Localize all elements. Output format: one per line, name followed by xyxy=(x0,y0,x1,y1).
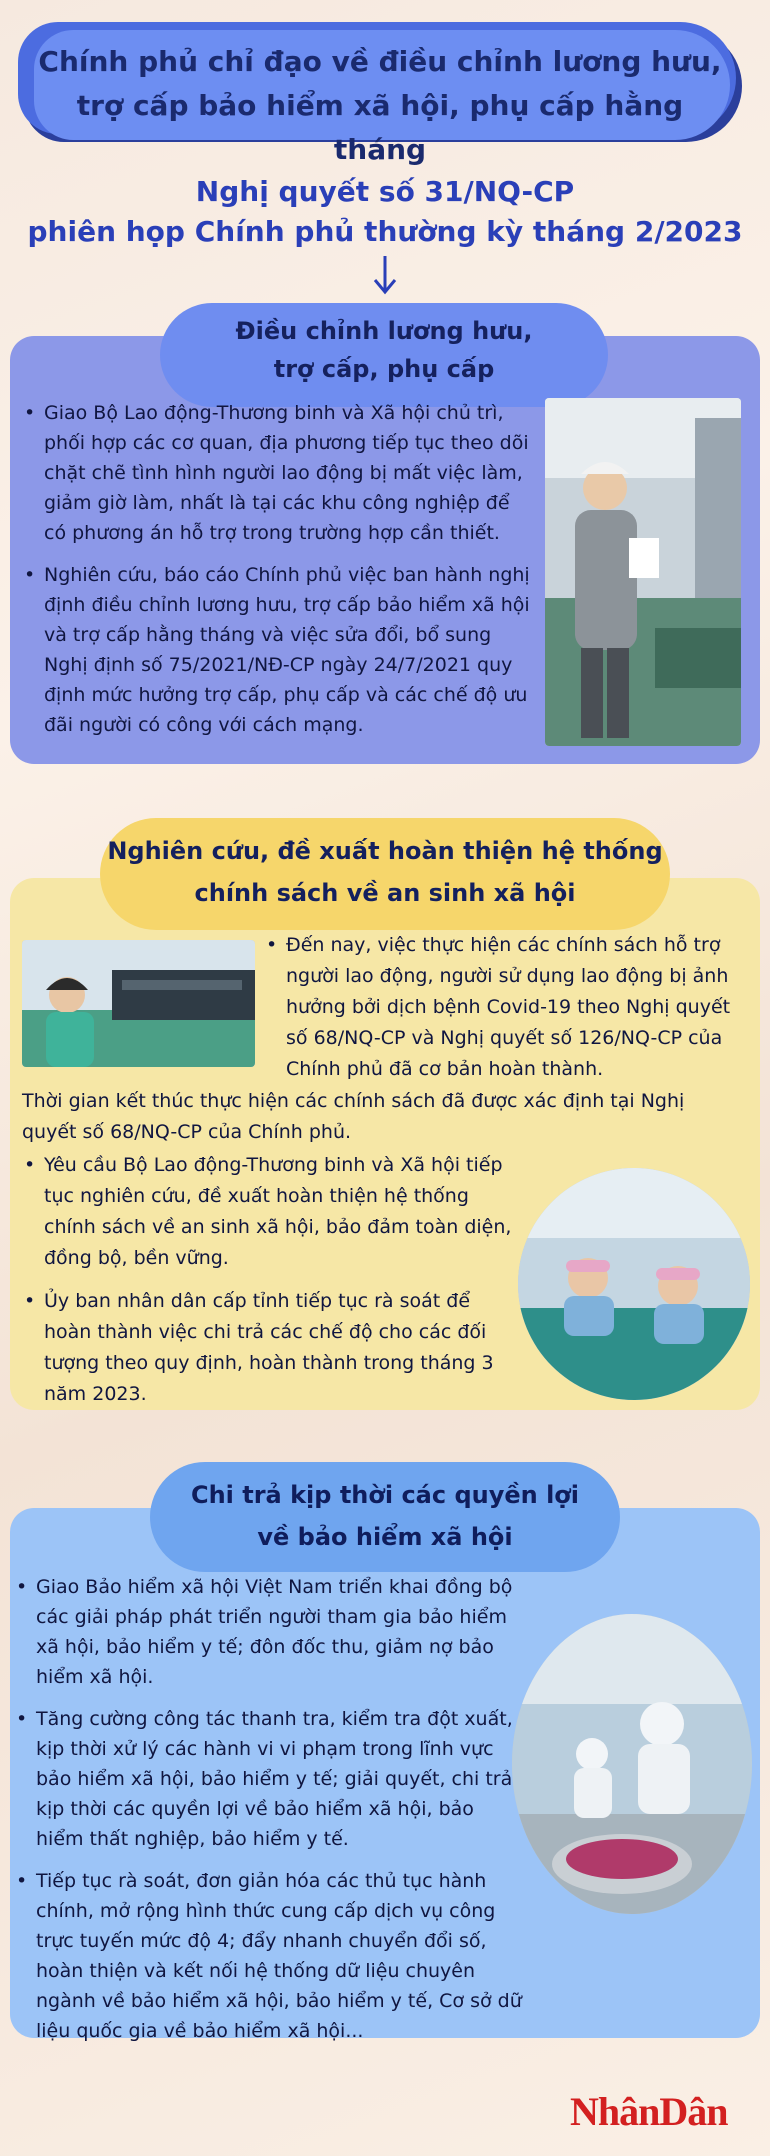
section1-heading-line2: trợ cấp, phụ cấp xyxy=(273,355,495,383)
section2-heading xyxy=(100,830,670,914)
worker-inspection-photo xyxy=(545,398,741,746)
food-processing-photo xyxy=(512,1614,752,1914)
section1-bullet: • Giao Bộ Lao động-Thương binh và Xã hội chủ trì, phối hợp các cơ quan, địa phương tiếp tục theo dõi chặt chẽ tình hình người lao động bị mất việc làm, giảm giờ làm, nhất là tại các khu công nghiệp để có phương án hỗ trợ trong trường hợp cần thiết. xyxy=(44,398,532,548)
electronics-assembly-photo xyxy=(22,940,255,1067)
resolution-heading xyxy=(0,172,770,252)
page-title-line2: trợ cấp bảo hiểm xã hội, phụ cấp hằng tháng xyxy=(76,89,684,166)
garment-workers-photo xyxy=(518,1168,750,1400)
arrow-down-icon xyxy=(371,256,399,296)
section1-body xyxy=(22,398,532,752)
section2-heading-line1: Nghiên cứu, đề xuất hoàn thiện hệ thống xyxy=(107,837,663,865)
section1-heading-line1: Điều chỉnh lương hưu, xyxy=(235,317,533,345)
section2-heading-line2: chính sách về an sinh xã hội xyxy=(194,879,576,907)
section2-bullet: • Ủy ban nhân dân cấp tỉnh tiếp tục rà soát để hoàn thành việc chi trả các chế độ cho các đối tượng theo quy định, hoàn thành trong tháng 3 năm 2023. xyxy=(44,1286,522,1410)
section2-middle-text: Thời gian kết thúc thực hiện các chính sách đã được xác định tại Nghị quyết số 68/NQ-CP của Chính phủ. xyxy=(22,1090,685,1143)
section2-intro-text: • Đến nay, việc thực hiện các chính sách hỗ trợ người lao động, người sử dụng lao động bị ảnh hưởng bởi dịch bệnh Covid-19 theo Nghị quyết số 68/NQ-CP và Nghị quyết số 126/NQ-CP của Chính phủ đã cơ bản hoàn thành. xyxy=(286,930,744,1085)
section3-bullet: • Tăng cường công tác thanh tra, kiểm tra đột xuất, kịp thời xử lý các hành vi vi phạm trong lĩnh vực bảo hiểm xã hội, bảo hiểm y tế; giải quyết, chi trả kịp thời các quyền lợi về bảo hiểm xã hội, bảo hiểm thất nghiệp, bảo hiểm y tế. xyxy=(36,1704,524,1854)
section2-bullet: • Yêu cầu Bộ Lao động-Thương binh và Xã hội tiếp tục nghiên cứu, đề xuất hoàn thiện hệ thống chính sách về an sinh xã hội, bảo đảm toàn diện, đồng bộ, bền vững. xyxy=(44,1150,522,1274)
section1-bullet: • Nghiên cứu, báo cáo Chính phủ việc ban hành nghị định điều chỉnh lương hưu, trợ cấp bảo hiểm xã hội và trợ cấp hằng tháng và việc sửa đổi, bổ sung Nghị định số 75/2021/NĐ-CP ngày 24/7/2021 quy định mức hưởng trợ cấp, phụ cấp và các chế độ ưu đãi người có công với cách mạng. xyxy=(44,560,532,740)
page-title xyxy=(30,40,730,172)
section3-heading-line2: về bảo hiểm xã hội xyxy=(257,1523,513,1551)
section3-body xyxy=(14,1572,524,2058)
section3-bullet: • Tiếp tục rà soát, đơn giản hóa các thủ tục hành chính, mở rộng hình thức cung cấp dịch vụ công trực tuyến mức độ 4; đẩy nhanh chuyển đổi số, hoàn thiện và kết nối hệ thống dữ liệu chuyên ngành về bảo hiểm xã hội, bảo hiểm y tế, Cơ sở dữ liệu quốc gia về bảo hiểm xã hội... xyxy=(36,1866,524,2046)
resolution-line1: Nghị quyết số 31/NQ-CP xyxy=(195,175,575,208)
page-title-line1: Chính phủ chỉ đạo về điều chỉnh lương hưu, xyxy=(38,45,722,78)
nhandan-logo: NhânDân xyxy=(570,2089,728,2134)
section2-intro xyxy=(264,930,744,1097)
section2-body xyxy=(22,1150,522,1422)
section1-heading xyxy=(160,312,608,388)
section3-bullet: • Giao Bảo hiểm xã hội Việt Nam triển khai đồng bộ các giải pháp phát triển người tham gia bảo hiểm xã hội, bảo hiểm y tế; đôn đốc thu, giảm nợ bảo hiểm xã hội. xyxy=(36,1572,524,1692)
resolution-line2: phiên họp Chính phủ thường kỳ tháng 2/2023 xyxy=(27,215,743,248)
section3-heading xyxy=(150,1474,620,1558)
section3-heading-line1: Chi trả kịp thời các quyền lợi xyxy=(190,1481,580,1509)
